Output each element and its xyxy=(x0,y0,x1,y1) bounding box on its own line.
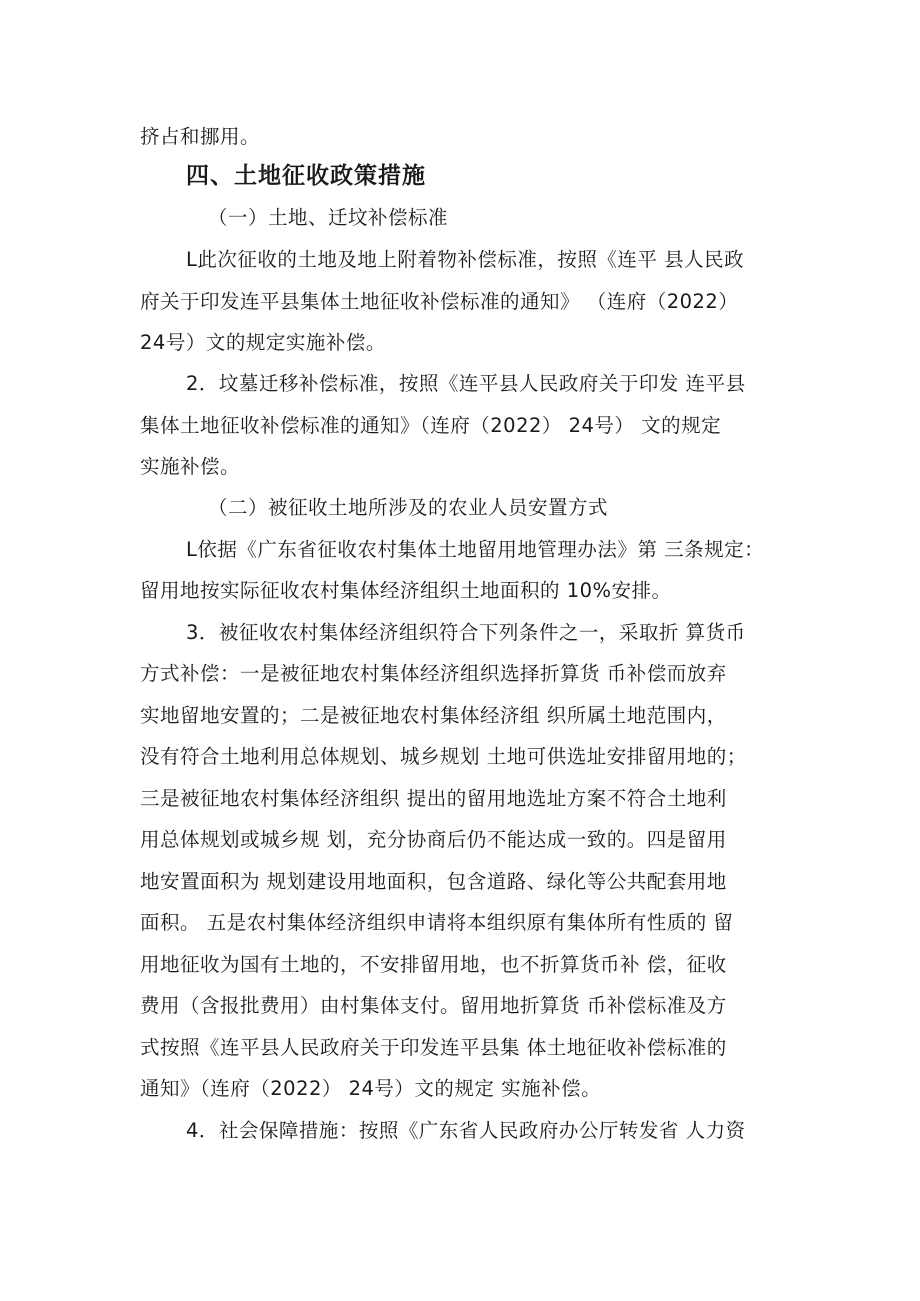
paragraph-line: 方式补偿：一是被征地农村集体经济组织选择折算货 币补偿而放弃 xyxy=(140,662,727,685)
paragraph-line: 3．被征收农村集体经济组织符合下列条件之一，采取折 算货币 xyxy=(186,621,746,644)
paragraph-line: 用地征收为国有土地的，不安排留用地，也不折算货币补 偿，征收 xyxy=(140,953,727,976)
subsection-heading: （一）土地、迁坟补偿标准 xyxy=(208,206,449,229)
paragraph-line: 挤占和挪用。 xyxy=(140,125,261,148)
paragraph-line: 府关于印发连平县集体土地征收补偿标准的通知》 （连府（2022） xyxy=(140,290,739,313)
paragraph-line: 24号）文的规定实施补偿。 xyxy=(140,331,386,354)
paragraph-line: 没有符合土地利用总体规划、城乡规划 土地可供选址安排留用地的； xyxy=(140,745,747,768)
paragraph-line: 通知》（连府（2022） 24号）文的规定 实施补偿。 xyxy=(140,1077,602,1100)
paragraph-line: 费用（含报批费用）由村集体支付。留用地折算货 币补偿标准及方 xyxy=(140,994,727,1017)
paragraph-line: 地安置面积为 规划建设用地面积，包含道路、绿化等公共配套用地 xyxy=(140,870,727,893)
paragraph-line: L此次征收的土地及地上附着物补偿标准，按照《连平 县人民政 xyxy=(186,248,745,271)
paragraph-line: 用总体规划或城乡规 划，充分协商后仍不能达成一致的。四是留用 xyxy=(140,828,727,851)
paragraph-line: L依据《广东省征收农村集体土地留用地管理办法》第 三条规定： xyxy=(186,538,765,561)
paragraph-line: 实施补偿。 xyxy=(140,455,241,478)
paragraph-line: 4．社会保障措施：按照《广东省人民政府办公厅转发省 人力资 xyxy=(186,1119,746,1142)
paragraph-line: 实地留地安置的；二是被征地农村集体经济组 织所属土地范围内， xyxy=(140,704,727,727)
paragraph-line: 面积。 五是农村集体经济组织申请将本组织原有集体所有性质的 留 xyxy=(140,911,734,934)
subsection-heading: （二）被征收土地所涉及的农业人员安置方式 xyxy=(208,496,609,519)
paragraph-line: 留用地按实际征收农村集体经济组织土地面积的 10%安排。 xyxy=(140,579,672,602)
paragraph-line: 集体土地征收补偿标准的通知》（连府（2022） 24号） 文的规定 xyxy=(140,414,722,437)
paragraph-line: 式按照《连平县人民政府关于印发连平县集 体土地征收补偿标准的 xyxy=(140,1036,727,1059)
paragraph-line: 三是被征地农村集体经济组织 提出的留用地选址方案不符合土地利 xyxy=(140,787,727,810)
section-heading: 四、土地征收政策措施 xyxy=(186,163,426,189)
paragraph-line: 2．坟墓迁移补偿标准，按照《连平县人民政府关于印发 连平县 xyxy=(186,372,746,395)
